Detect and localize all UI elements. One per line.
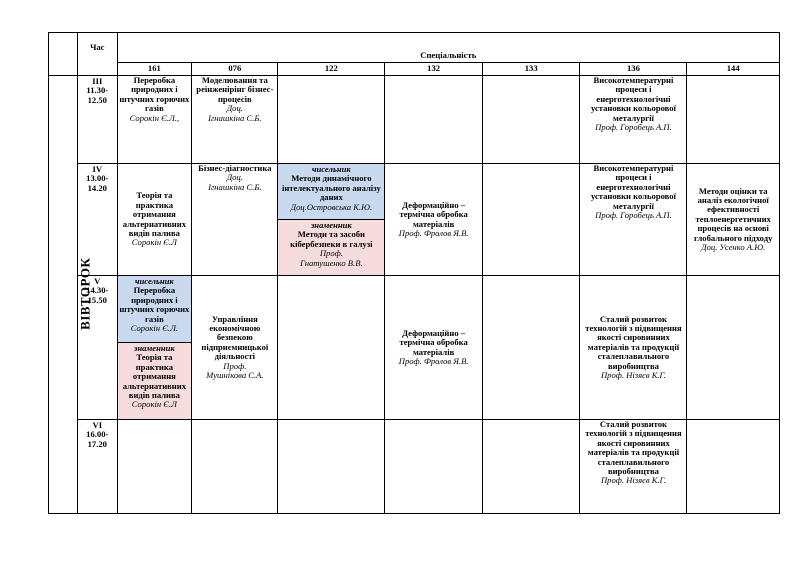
class-cell [580, 76, 687, 164]
time-cell-6 [78, 420, 117, 514]
class-cell [687, 164, 780, 276]
class-cell [192, 276, 278, 420]
teacher-name: Доц.Островська К.Ю. [290, 201, 373, 212]
pair-number: III [92, 76, 103, 86]
pair-start: 16.00- [86, 429, 109, 440]
denominator-block [118, 342, 192, 419]
teacher-name: Мушнікова С.А. [206, 370, 264, 381]
pair-start: 13.00- [86, 173, 109, 184]
pair-end: 17.20 [87, 438, 107, 449]
class-title: Управління економічною безпекою підприємницької діяльності [201, 313, 269, 362]
teacher-name: Проф. Горобець А.П. [595, 210, 672, 221]
pair-end: 12.50 [87, 94, 107, 105]
teacher-name: Сорокін Є.Л. [130, 323, 179, 334]
corner-cell [49, 33, 78, 76]
empty-cell [482, 164, 580, 276]
numerator-tag: чисельник [134, 276, 174, 286]
pair-number: VI [92, 420, 103, 430]
split-cell [278, 164, 385, 276]
code-136: 136 [580, 63, 687, 76]
class-title: Методи оцінки та аналіз екологічної ефективності теплоенергетичних процесів на основі глобального підходу [694, 185, 773, 243]
class-cell [580, 164, 687, 276]
class-cell [192, 76, 278, 164]
teacher-name: Сорокін Є.Л [131, 399, 177, 410]
denominator-tag: знаменник [133, 343, 175, 353]
class-cell [580, 276, 687, 420]
empty-cell [687, 76, 780, 164]
class-title: Переробка природних і штучних горючих газів [119, 75, 190, 114]
class-title: Теорія та практика отримання альтернативних видів палива [122, 352, 186, 401]
pair-end: 14.20 [87, 182, 107, 193]
split-cell [117, 276, 192, 420]
class-title: Деформаційно – термічна обробка матеріалів [399, 327, 468, 357]
class-title: Методи динамічного інтелектуального аналізу даних [281, 173, 381, 203]
class-title: Сталий розвиток технологій з підвищення якості сировинних матеріалів та продукції сталеплавильного виробництва [585, 313, 682, 371]
codes-row [49, 63, 780, 76]
empty-cell [278, 76, 385, 164]
pair-row-4 [49, 164, 780, 276]
class-cell [580, 420, 687, 514]
class-title: Деформаційно – термічна обробка матеріалів [399, 199, 468, 229]
empty-cell [687, 420, 780, 514]
class-title: Сталий розвиток технологій з підвищення якості сировинних матеріалів та продукції сталеплавильного виробництва [585, 419, 682, 477]
empty-cell [192, 420, 278, 514]
code-132: 132 [385, 63, 483, 76]
class-cell [117, 164, 192, 276]
empty-cell [385, 76, 483, 164]
empty-cell [278, 420, 385, 514]
schedule-table [48, 32, 780, 514]
class-title: Методи та засоби кібербезпеки в галузі [290, 229, 373, 249]
code-133: 133 [482, 63, 580, 76]
code-076: 076 [192, 63, 278, 76]
specialty-header: Спеціальність [117, 33, 780, 63]
time-header: Час [78, 33, 117, 76]
teacher-name: Проф. Фролов Я.В. [398, 355, 469, 366]
empty-cell [687, 276, 780, 420]
class-title: Моделювання та реінженірінг бізнес-процесів [196, 75, 274, 104]
code-144: 144 [687, 63, 780, 76]
teacher-name: Проф. Нізяєв К.Г. [600, 475, 666, 486]
teacher-name: Гнатушенко В.В. [300, 257, 363, 268]
pair-start: 14.30- [86, 285, 109, 296]
pair-row-3 [49, 76, 780, 164]
pair-row-6 [49, 420, 780, 514]
teacher-title: Доц. [226, 103, 243, 114]
class-title: Високотемпературні процеси і енерготехнологічні установки кольорової металургії [590, 163, 676, 211]
empty-cell [482, 420, 580, 514]
teacher-title: Проф. [223, 360, 247, 371]
empty-cell [385, 420, 483, 514]
denominator-tag: знаменник [310, 220, 352, 230]
code-122: 122 [278, 63, 385, 76]
teacher-name: Сорокін Є.Л., [129, 112, 180, 123]
teacher-name: Ігнашкіна С.Б. [208, 112, 262, 123]
teacher-name: Проф. Горобець А.П. [595, 122, 672, 133]
pair-row-5 [49, 276, 780, 420]
class-cell [385, 164, 483, 276]
teacher-title: Проф. [319, 248, 343, 259]
empty-cell [278, 276, 385, 420]
teacher-title: Доц. [226, 172, 243, 183]
numerator-block [278, 164, 384, 219]
day-cell [49, 76, 93, 514]
class-cell [117, 76, 192, 164]
time-cell-3 [78, 76, 117, 164]
class-title: Переробка природних і штучних горючих газів [119, 285, 190, 324]
empty-cell [482, 276, 580, 420]
empty-cell [482, 76, 580, 164]
pair-end: 15.50 [87, 294, 107, 305]
class-title: Бізнес-діагностика [198, 163, 272, 173]
pair-start: 11.30- [86, 85, 109, 96]
class-title: Високотемпературні процеси і енерготехнологічні установки кольорової металургії [590, 75, 676, 123]
denominator-block [278, 219, 384, 275]
teacher-name: Ігнашкіна С.Б. [208, 181, 262, 192]
numerator-tag: чисельник [311, 164, 351, 174]
class-cell [192, 164, 278, 276]
class-cell [385, 276, 483, 420]
header-row [49, 33, 780, 63]
class-title: Теорія та практика отримання альтернативних видів палива [122, 190, 186, 238]
teacher-name: Проф. Нізяєв К.Г. [600, 370, 666, 381]
pair-number: V [94, 276, 101, 286]
teacher-name: Проф. Фролов Я.В. [398, 227, 469, 238]
empty-cell [117, 420, 192, 514]
teacher-name: Доц. Усенко А.Ю. [701, 242, 766, 253]
day-label: ВІВТОРОК [77, 257, 93, 330]
teacher-name: Сорокін Є.Л [131, 237, 177, 248]
code-161: 161 [117, 63, 192, 76]
pair-number: IV [92, 164, 103, 174]
numerator-block [118, 276, 192, 342]
